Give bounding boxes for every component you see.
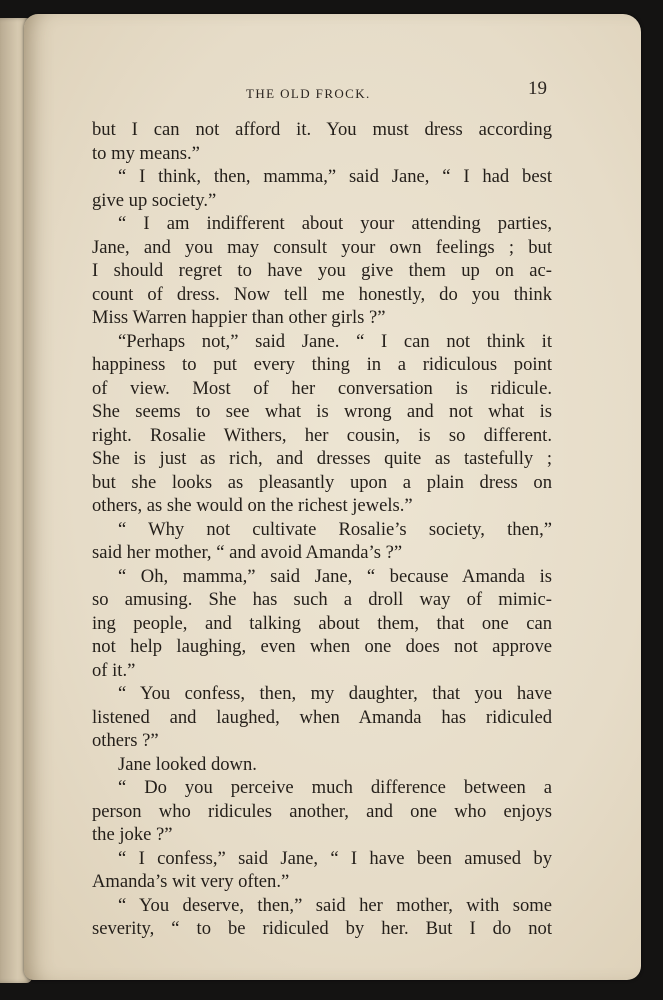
page-number: 19 [528,78,547,99]
text-line: of view. Most of her conversation is ridicule. [92,377,552,399]
text-line: “ Do you perceive much difference between a [118,777,552,798]
text-line: person who ridicules another, and one who enjoys [92,800,552,822]
text-line: Miss Warren happier than other girls ?” [92,307,386,328]
text-line: said her mother, “ and avoid Amanda’s ?” [92,542,403,563]
text-line: not help laughing, even when one does not approve [92,636,552,657]
text-line: to my means.” [92,142,200,164]
page-header [24,76,641,106]
text-line: give up society.” [92,189,217,211]
text-line: “ I am indifferent about your attending parties, [118,213,552,234]
text-line: others ?” [92,730,159,751]
text-line: right. Rosalie Withers, her cousin, is so different. [92,424,552,446]
text-line: Jane looked down. [118,753,257,775]
text-line: count of dress. Now tell me honestly, do you think [92,283,552,305]
text-line: listened and laughed, when Amanda has ridiculed [92,706,552,728]
text-line: She seems to see what is wrong and not what is [92,401,552,422]
body-text [92,118,552,941]
text-line: but I can not afford it. You must dress according [92,119,552,140]
text-line: others, as she would on the richest jewels.” [92,495,413,516]
text-line: “Perhaps not,” said Jane. “ I can not think it [118,330,552,352]
text-line: “ Oh, mamma,” said Jane, “ because Amanda is [118,565,552,587]
text-line: Jane, and you may consult your own feelings ; but [92,236,552,258]
text-line: “ I confess,” said Jane, “ I have been amused by [118,847,552,869]
text-line: severity, “ to be ridiculed by her. But I do not [92,918,552,939]
text-line: “ You deserve, then,” said her mother, with some [118,894,552,916]
text-line: but she looks as pleasantly upon a plain dress on [92,471,552,493]
text-line: Amanda’s wit very often.” [92,871,290,892]
text-line: so amusing. She has such a droll way of mimic- [92,589,552,610]
text-line: the joke ?” [92,824,173,845]
text-line: “ I think, then, mamma,” said Jane, “ I had best [118,166,552,187]
text-line: I should regret to have you give them up on ac- [92,260,552,281]
text-line: “ You confess, then, my daughter, that you have [118,683,552,704]
text-line: of it.” [92,659,136,681]
book-page [24,14,641,980]
text-line: happiness to put every thing in a ridiculous point [92,354,552,375]
running-head: THE OLD FROCK. [246,86,371,101]
text-line: “ Why not cultivate Rosalie’s society, then,” [118,518,552,540]
text-line: ing people, and talking about them, that one can [92,612,552,634]
text-line: She is just as rich, and dresses quite as tastefully ; [92,448,552,469]
